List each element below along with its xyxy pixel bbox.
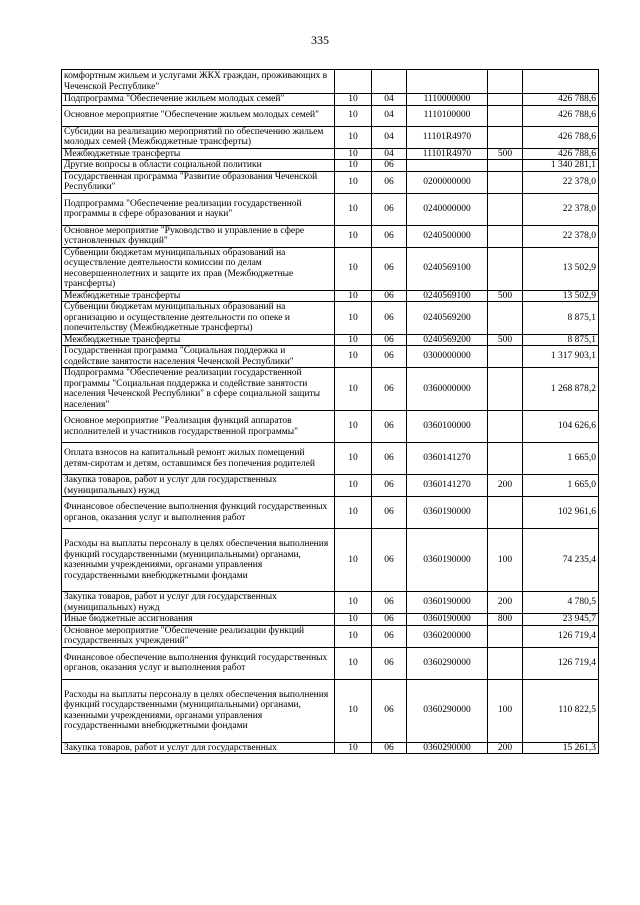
row-name: Субвенции бюджетам муниципальных образований на организацию и осуществление деятельности по опеке и попечительству (Межбюджетные трансферты): [62, 302, 335, 335]
row-target-article: [407, 70, 488, 94]
row-name: Государственная программа "Социальная поддержка и содействие занятости населения Чеченской Республики": [62, 346, 335, 368]
row-target-article: 11101R4970: [407, 126, 488, 148]
row-target-article: 0240569100: [407, 290, 488, 302]
row-section: 10: [335, 105, 372, 126]
row-amount: 426 788,6: [523, 94, 599, 106]
row-amount: 13 502,9: [523, 247, 599, 290]
row-amount: 8 875,1: [523, 302, 599, 335]
row-subsection: 06: [372, 497, 407, 529]
row-expense-type: 200: [488, 475, 523, 497]
row-amount: 13 502,9: [523, 290, 599, 302]
row-amount: 1 665,0: [523, 443, 599, 475]
row-expense-type: [488, 411, 523, 443]
row-subsection: 06: [372, 346, 407, 368]
row-expense-type: 200: [488, 592, 523, 614]
row-name: Государственная программа "Развитие образования Чеченской Республики": [62, 171, 335, 193]
table-row: [62, 160, 599, 172]
row-expense-type: [488, 225, 523, 247]
row-name: Основное мероприятие "Реализация функций аппаратов исполнителей и участников государственной программы": [62, 411, 335, 443]
table-row: [62, 368, 599, 411]
row-expense-type: [488, 94, 523, 106]
table-row: [62, 225, 599, 247]
row-subsection: 06: [372, 290, 407, 302]
row-subsection: 06: [372, 368, 407, 411]
row-expense-type: [488, 171, 523, 193]
row-section: 10: [335, 475, 372, 497]
row-section: 10: [335, 443, 372, 475]
row-target-article: 0360190000: [407, 592, 488, 614]
table-row: [62, 346, 599, 368]
row-expense-type: [488, 647, 523, 679]
row-name: Субсидии на реализацию мероприятий по обеспечению жильем молодых семей (Межбюджетные трансферты): [62, 126, 335, 148]
row-expense-type: [488, 346, 523, 368]
row-amount: 426 788,6: [523, 105, 599, 126]
row-expense-type: 500: [488, 148, 523, 160]
row-section: 10: [335, 647, 372, 679]
row-amount: 102 961,6: [523, 497, 599, 529]
budget-table: [61, 69, 599, 754]
row-amount: 126 719,4: [523, 647, 599, 679]
row-section: 10: [335, 160, 372, 172]
table-row: [62, 529, 599, 592]
table-row: [62, 247, 599, 290]
row-name: Межбюджетные трансферты: [62, 148, 335, 160]
row-section: 10: [335, 225, 372, 247]
row-subsection: 06: [372, 302, 407, 335]
row-name: Межбюджетные трансферты: [62, 290, 335, 302]
row-target-article: 0240500000: [407, 225, 488, 247]
row-section: 10: [335, 193, 372, 225]
row-target-article: 0240569100: [407, 247, 488, 290]
row-subsection: 06: [372, 443, 407, 475]
row-expense-type: [488, 160, 523, 172]
table-row: [62, 290, 599, 302]
row-subsection: 06: [372, 529, 407, 592]
row-section: 10: [335, 592, 372, 614]
row-subsection: 04: [372, 148, 407, 160]
table-row: [62, 742, 599, 754]
row-subsection: 06: [372, 171, 407, 193]
row-expense-type: [488, 443, 523, 475]
table-row: [62, 70, 599, 94]
row-name: Закупка товаров, работ и услуг для государственных: [62, 742, 335, 754]
row-name: Закупка товаров, работ и услуг для государственных (муниципальных) нужд: [62, 475, 335, 497]
row-target-article: 1110000000: [407, 94, 488, 106]
row-name: Расходы на выплаты персоналу в целях обеспечения выполнения функций государственными (муниципальными) органами, казенными учреждениями, органами управления государственными внебюджетными фондами: [62, 529, 335, 592]
row-target-article: 0300000000: [407, 346, 488, 368]
table-row: [62, 475, 599, 497]
row-target-article: 0360190000: [407, 529, 488, 592]
row-amount: 4 780,5: [523, 592, 599, 614]
row-section: 10: [335, 411, 372, 443]
row-name: Иные бюджетные ассигнования: [62, 614, 335, 626]
row-name: Основное мероприятие "Обеспечение реализации функций государственных учреждений": [62, 625, 335, 647]
row-expense-type: [488, 497, 523, 529]
row-subsection: 06: [372, 334, 407, 346]
row-name: Подпрограмма "Обеспечение жильем молодых семей": [62, 94, 335, 106]
row-expense-type: 100: [488, 679, 523, 742]
row-name: Основное мероприятие "Обеспечение жильем молодых семей": [62, 105, 335, 126]
row-subsection: 06: [372, 625, 407, 647]
row-subsection: 06: [372, 411, 407, 443]
table-row: [62, 679, 599, 742]
row-amount: 8 875,1: [523, 334, 599, 346]
row-section: 10: [335, 334, 372, 346]
row-expense-type: 800: [488, 614, 523, 626]
row-name: комфортным жильем и услугами ЖКХ граждан, проживающих в Чеченской Республике": [62, 70, 335, 94]
row-expense-type: [488, 70, 523, 94]
row-subsection: 06: [372, 614, 407, 626]
row-name: Межбюджетные трансферты: [62, 334, 335, 346]
row-amount: 426 788,6: [523, 148, 599, 160]
row-expense-type: [488, 625, 523, 647]
row-target-article: 0200000000: [407, 171, 488, 193]
row-subsection: 04: [372, 105, 407, 126]
row-subsection: 06: [372, 193, 407, 225]
row-expense-type: [488, 247, 523, 290]
row-name: Другие вопросы в области социальной политики: [62, 160, 335, 172]
row-amount: [523, 70, 599, 94]
row-target-article: 0360290000: [407, 742, 488, 754]
row-name: Основное мероприятие "Руководство и управление в сфере установленных функций": [62, 225, 335, 247]
row-section: 10: [335, 94, 372, 106]
row-target-article: 0240569200: [407, 334, 488, 346]
row-target-article: 0360000000: [407, 368, 488, 411]
row-subsection: 06: [372, 247, 407, 290]
table-row: [62, 148, 599, 160]
table-row: [62, 411, 599, 443]
row-expense-type: [488, 368, 523, 411]
row-target-article: 0360100000: [407, 411, 488, 443]
row-section: 10: [335, 247, 372, 290]
row-amount: 15 261,3: [523, 742, 599, 754]
row-expense-type: 200: [488, 742, 523, 754]
row-expense-type: [488, 193, 523, 225]
row-expense-type: [488, 302, 523, 335]
row-expense-type: 500: [488, 290, 523, 302]
row-subsection: 04: [372, 94, 407, 106]
row-target-article: [407, 160, 488, 172]
row-subsection: 04: [372, 126, 407, 148]
row-section: 10: [335, 625, 372, 647]
table-row: [62, 592, 599, 614]
table-row: [62, 302, 599, 335]
table-row: [62, 193, 599, 225]
row-amount: 22 378,0: [523, 171, 599, 193]
row-target-article: 0360290000: [407, 679, 488, 742]
row-section: 10: [335, 368, 372, 411]
row-name: Закупка товаров, работ и услуг для государственных (муниципальных) нужд: [62, 592, 335, 614]
row-name: Подпрограмма "Обеспечение реализации государственной программы "Социальная поддержка и содействие занятости населения Чеченской Республики" в сфере социальной защиты населения": [62, 368, 335, 411]
row-amount: 126 719,4: [523, 625, 599, 647]
row-target-article: 0240569200: [407, 302, 488, 335]
row-section: 10: [335, 679, 372, 742]
row-expense-type: 100: [488, 529, 523, 592]
row-subsection: 06: [372, 592, 407, 614]
row-target-article: 0360190000: [407, 614, 488, 626]
row-subsection: [372, 70, 407, 94]
row-subsection: 06: [372, 647, 407, 679]
table-row: [62, 171, 599, 193]
row-section: 10: [335, 126, 372, 148]
row-section: 10: [335, 290, 372, 302]
row-expense-type: [488, 105, 523, 126]
row-section: 10: [335, 171, 372, 193]
row-target-article: 0360190000: [407, 497, 488, 529]
row-expense-type: [488, 126, 523, 148]
table-row: [62, 126, 599, 148]
row-section: 10: [335, 742, 372, 754]
row-amount: 110 822,5: [523, 679, 599, 742]
row-section: 10: [335, 148, 372, 160]
row-subsection: 06: [372, 742, 407, 754]
row-amount: 426 788,6: [523, 126, 599, 148]
row-section: 10: [335, 497, 372, 529]
row-amount: 1 340 281,1: [523, 160, 599, 172]
row-subsection: 06: [372, 225, 407, 247]
row-amount: 23 945,7: [523, 614, 599, 626]
table-row: [62, 497, 599, 529]
row-expense-type: 500: [488, 334, 523, 346]
row-section: 10: [335, 346, 372, 368]
row-subsection: 06: [372, 679, 407, 742]
row-amount: 1 665,0: [523, 475, 599, 497]
row-name: Субвенции бюджетам муниципальных образований на осуществление деятельности комиссии по делам несовершеннолетних и защите их прав (Межбюджетные трансферты): [62, 247, 335, 290]
row-name: Подпрограмма "Обеспечение реализации государственной программы в сфере образования и науки": [62, 193, 335, 225]
row-name: Финансовое обеспечение выполнения функций государственных органов, оказания услуг и выполнения работ: [62, 647, 335, 679]
table-row: [62, 334, 599, 346]
row-name: Расходы на выплаты персоналу в целях обеспечения выполнения функций государственными (муниципальными) органами, казенными учреждениями, органами управления государственными внебюджетными фондами: [62, 679, 335, 742]
row-section: 10: [335, 614, 372, 626]
row-target-article: 0360141270: [407, 475, 488, 497]
row-amount: 1 268 878,2: [523, 368, 599, 411]
row-amount: 1 317 903,1: [523, 346, 599, 368]
row-target-article: 1110100000: [407, 105, 488, 126]
row-name: Финансовое обеспечение выполнения функций государственных органов, оказания услуг и выполнения работ: [62, 497, 335, 529]
row-section: 10: [335, 302, 372, 335]
row-amount: 74 235,4: [523, 529, 599, 592]
row-amount: 22 378,0: [523, 193, 599, 225]
table-row: [62, 443, 599, 475]
row-target-article: 0360141270: [407, 443, 488, 475]
row-section: 10: [335, 529, 372, 592]
row-amount: 104 626,6: [523, 411, 599, 443]
row-subsection: 06: [372, 475, 407, 497]
row-target-article: 0240000000: [407, 193, 488, 225]
row-amount: 22 378,0: [523, 225, 599, 247]
table-row: [62, 614, 599, 626]
row-target-article: 0360200000: [407, 625, 488, 647]
row-section: [335, 70, 372, 94]
table-row: [62, 105, 599, 126]
row-name: Оплата взносов на капитальный ремонт жилых помещений детям-сиротам и детям, оставшимся без попечения родителей: [62, 443, 335, 475]
row-target-article: 0360290000: [407, 647, 488, 679]
table-row: [62, 625, 599, 647]
table-row: [62, 94, 599, 106]
table-row: [62, 647, 599, 679]
page-number: 335: [311, 33, 329, 47]
row-target-article: 11101R4970: [407, 148, 488, 160]
row-subsection: 06: [372, 160, 407, 172]
